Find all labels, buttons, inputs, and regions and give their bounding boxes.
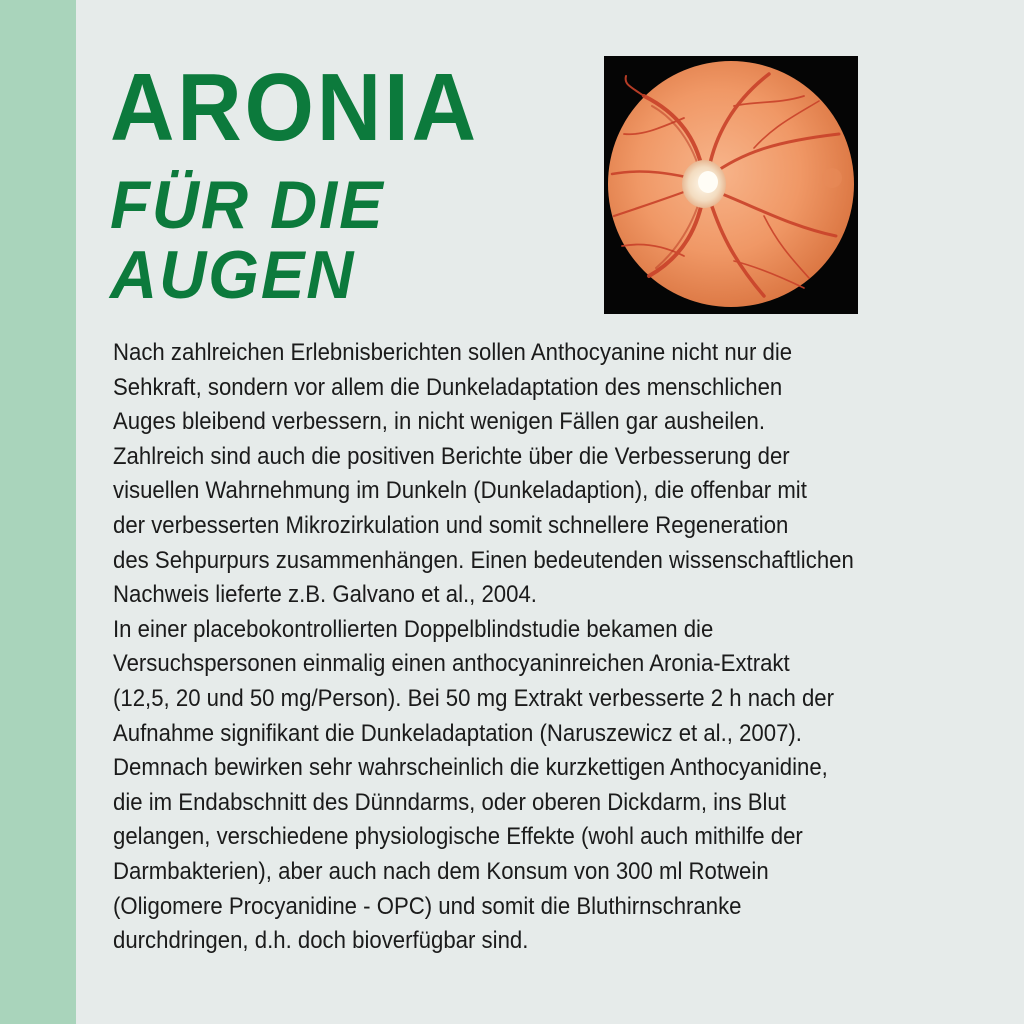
left-accent-strip — [0, 0, 76, 1024]
retina-photo — [604, 56, 858, 314]
retina-fundus-icon — [604, 56, 858, 314]
paragraph-2: In einer placebokontrollierten Doppelblindstudie bekamen die Versuchspersonen einmalig einen anthocyaninreichen Aronia-Extrakt (12,5, 20 und 50 mg/Person). Bei 50 mg Extrakt verbesserte 2 h nach der Aufnahme signifikant die Dunkeladaptation (Naruszewicz et al., 2007). Demnach bewirken sehr wahrscheinlich die kurzkettigen Anthocyanidine, die im Endabschnitt des Dünndarms, oder oberen Dickdarm, ins Blut gelangen, verschiedene physiologische Effekte (wohl auch mithilfe der Darmbakterien), aber auch nach dem Konsum von 300 ml Rotwein (Oligomere Procyanidine - OPC) und somit die Bluthirnschranke durchdringen, d.h. doch bioverfügbar sind. — [113, 615, 835, 955]
subtitle-line-2: AUGEN — [110, 237, 356, 313]
subtitle-line-1: FÜR DIE — [110, 167, 385, 243]
page-title: ARONIA — [110, 54, 479, 161]
article-body — [113, 336, 928, 959]
page-subtitle — [110, 167, 385, 313]
paragraph-1: Nach zahlreichen Erlebnisberichten sollen Anthocyanine nicht nur die Sehkraft, sondern vor allem die Dunkeladaptation des menschlichen Auges bleibend verbessern, in nicht wenigen Fällen gar ausheilen. Zahlreich sind auch die positiven Berichte über die Verbesserung der visuellen Wahrnehmung im Dunkeln (Dunkeladaption), die offenbar mit der verbesserten Mikrozirkulation und somit schnellere Regeneration des Sehpurpurs zusammenhängen. Einen bedeutenden wissenschaftlichen Nachweis lieferte z.B. Galvano et al., 2004. — [113, 339, 854, 609]
